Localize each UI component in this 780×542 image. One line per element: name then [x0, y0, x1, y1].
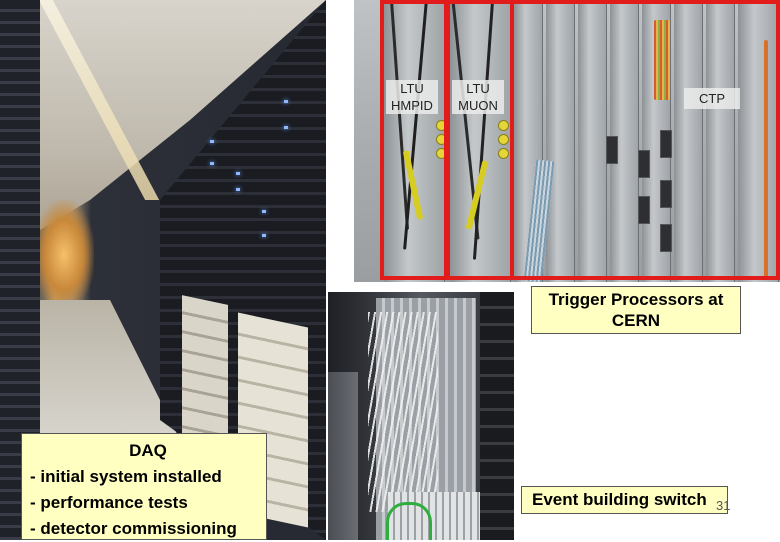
trigger-callout	[531, 286, 741, 334]
trigger-callout-line2: CERN	[611, 311, 661, 330]
rack-door	[328, 372, 358, 540]
ltu-muon-highlight	[446, 0, 514, 280]
ltu-muon-label-line2: MUON	[458, 98, 498, 113]
status-led	[236, 172, 240, 175]
status-led	[262, 210, 266, 213]
daq-item: - detector commissioning	[30, 516, 266, 542]
status-led	[284, 126, 288, 129]
ltu-hmpid-label	[386, 80, 438, 114]
status-led	[284, 100, 288, 103]
trigger-callout-line1: Trigger Processors at	[548, 290, 724, 309]
adjacent-rack	[480, 292, 514, 540]
storage-units	[182, 295, 228, 455]
aisle-end-glow	[34, 200, 94, 310]
ltu-hmpid-label-line2: HMPID	[391, 98, 433, 113]
ltu-hmpid-label-line1: LTU	[400, 81, 424, 96]
network-cables	[368, 312, 438, 512]
status-led	[210, 162, 214, 165]
status-led	[210, 140, 214, 143]
ltu-muon-label-line1: LTU	[466, 81, 490, 96]
switch-callout: Event building switch	[521, 486, 728, 514]
green-cable	[386, 502, 432, 540]
daq-item: - initial system installed	[30, 464, 266, 490]
status-led	[236, 188, 240, 191]
trigger-crate-photo	[354, 0, 780, 282]
ltu-hmpid-highlight	[380, 0, 448, 280]
daq-item: - performance tests	[30, 490, 266, 516]
status-led	[262, 234, 266, 237]
ltu-muon-label	[452, 80, 504, 114]
page-number: 31	[716, 498, 731, 513]
daq-list	[30, 464, 266, 542]
ctp-label: CTP	[684, 88, 740, 109]
daq-title: DAQ	[129, 441, 167, 460]
ctp-highlight	[510, 0, 780, 280]
daq-callout	[21, 433, 267, 540]
switch-rack-photo	[328, 292, 514, 540]
